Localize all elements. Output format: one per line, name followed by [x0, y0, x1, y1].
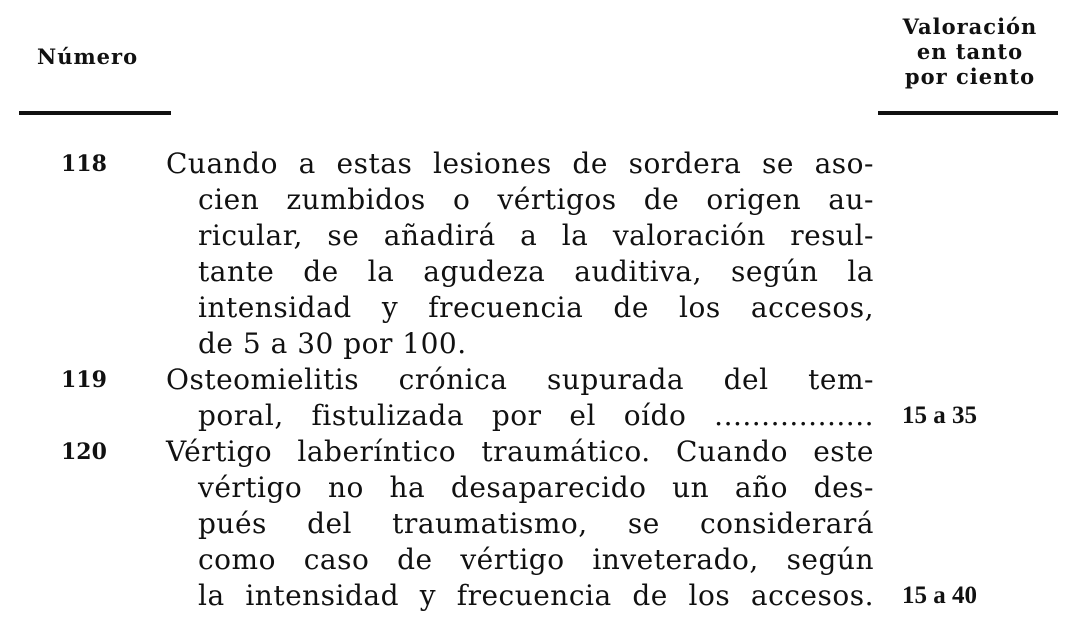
valoracion-header-line-2: en tanto [916, 39, 1024, 64]
entry-text-line: poral, fistulizada por el oído ................. [198, 399, 874, 432]
header-rule-valoracion [878, 111, 1058, 115]
entry-text-line: ricular, se añadirá a la valoración resul- [198, 219, 874, 252]
entry-number: 120 [61, 439, 107, 465]
entry-description [166, 434, 874, 614]
entry-text-line: la intensidad y frecuencia de los accesos. [198, 579, 874, 612]
entry-118 [0, 146, 1066, 362]
entry-text-line: intensidad y frecuencia de los accesos, [198, 291, 874, 324]
entry-text-line: Vértigo laberíntico traumático. Cuando este [166, 435, 874, 468]
entry-text-line: como caso de vértigo inveterado, según [198, 543, 874, 576]
entry-number: 119 [61, 367, 107, 393]
entry-text-line: Osteomielitis crónica supurada del tem- [166, 363, 874, 396]
entry-text-line: cien zumbidos o vértigos de origen au- [198, 183, 874, 216]
entry-text-line: pués del traumatismo, se considerará [198, 507, 874, 540]
entry-text-line: vértigo no ha desaparecido un año des- [198, 471, 874, 504]
valoracion-header-line-3: por ciento [904, 64, 1036, 89]
entry-119 [0, 362, 1066, 434]
entries-list [0, 146, 1066, 614]
entry-description [166, 146, 874, 362]
column-header-numero: Número [37, 44, 139, 69]
entry-text-line: tante de la agudeza auditiva, según la [198, 255, 874, 288]
column-header-valoracion [880, 14, 1060, 89]
entry-text-line: de 5 a 30 por 100. [198, 327, 467, 360]
entry-number: 118 [61, 151, 107, 177]
entry-valoracion: 15 a 40 [902, 582, 977, 609]
entry-valoracion: 15 a 35 [902, 402, 977, 429]
entry-text-line: Cuando a estas lesiones de sordera se aso- [166, 147, 874, 180]
entry-120 [0, 434, 1066, 614]
entry-description [166, 362, 874, 434]
valoracion-header-line-1: Valoración [902, 14, 1038, 39]
header-rule-numero [19, 111, 171, 115]
